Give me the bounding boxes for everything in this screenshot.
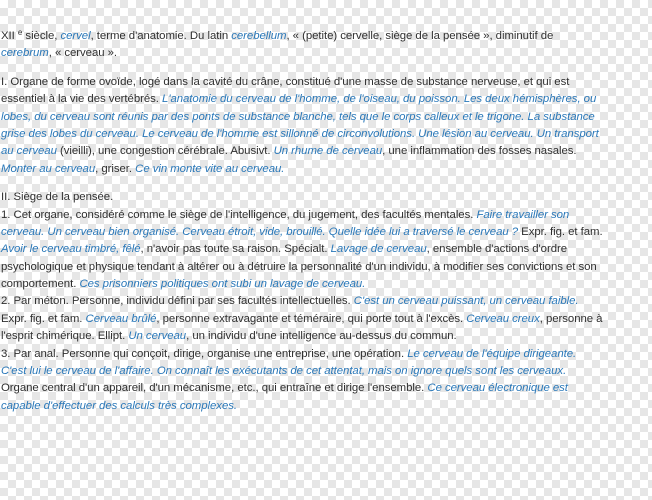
text-line xyxy=(1,311,652,328)
example-link[interactable]: lobes, du cerveau sont réunis par des ponts de substance blanche, tels que le corps calleux et le trigone. La substance xyxy=(1,110,595,123)
example-link[interactable]: cervel xyxy=(60,30,91,42)
text-line xyxy=(1,74,652,91)
definition-text: 2. Par méton. Personne, individu défini par ses facultés intellectuelles. xyxy=(1,295,354,308)
example-link[interactable]: grise des lobes du cerveau. Le cerveau de l'homme est sillonné de circonvolutions. Une lésion au cerveau. Un transport xyxy=(1,127,599,140)
text-line xyxy=(1,126,652,143)
text-line xyxy=(1,328,652,345)
example-link[interactable]: au cerveau xyxy=(1,145,57,158)
definition-text: 3. Par anal. Personne qui conçoit, dirige, organise une entreprise, une opération. xyxy=(1,347,408,360)
example-link[interactable]: capable d'effectuer des calculs très complexes. xyxy=(1,399,237,412)
example-link[interactable]: Cerveau brûlé xyxy=(85,312,157,325)
definition-text: , griser. xyxy=(95,162,136,175)
example-link[interactable]: cerebrum xyxy=(1,47,49,60)
paragraph-gap xyxy=(1,63,652,74)
definition-text: (vieilli), une congestion cérébrale. Abusivt. xyxy=(56,145,274,158)
text-line xyxy=(1,189,652,206)
definition-text: , personne à xyxy=(539,312,603,325)
text-line xyxy=(1,143,652,160)
text-line xyxy=(1,346,652,363)
dictionary-entry-cerveau xyxy=(1,28,652,415)
example-link[interactable]: Monter au cerveau xyxy=(1,162,96,175)
definition-text: psychologique et physique tendant à altérer ou à détruire la personnalité d'un individu, à modifier ses convictions et son xyxy=(1,260,597,273)
text-line xyxy=(1,380,652,397)
example-link[interactable]: Lavage de cerveau xyxy=(330,243,427,256)
definition-text: , terme d'anatomie. Du latin xyxy=(90,30,232,42)
definition-text: II. Siège de la pensée. xyxy=(1,191,114,204)
definition-text: I. Organe de forme ovoïde, logé dans la cavité du crâne, constitué d'une masse de substance nerveuse, et qui est xyxy=(1,75,570,88)
example-link[interactable]: C'est lui le cerveau de l'affaire. On connaît les exécutants de cet attentat, mais on ignore quels sont les cerveaux. xyxy=(1,365,567,378)
definition-text: , un individu d'une intelligence au-dessus du commun. xyxy=(186,330,457,343)
definition-text: Expr. fig. et fam. xyxy=(1,312,86,325)
text-line xyxy=(1,293,652,310)
text-line xyxy=(1,363,652,380)
definition-text: Expr. fig. et fam. xyxy=(518,225,603,238)
text-line xyxy=(1,28,652,45)
example-link[interactable]: Cerveau creux xyxy=(466,312,540,325)
definition-text: , « cerveau ». xyxy=(48,47,118,60)
definition-text: essentiel à la vie des vertébrés. xyxy=(1,93,163,106)
text-line xyxy=(1,241,652,258)
example-link[interactable]: cerebellum xyxy=(231,30,287,42)
text-line xyxy=(1,398,652,415)
definition-text: siècle, xyxy=(22,30,61,42)
definition-text: , « (petite) cervelle, siège de la pensée », diminutif de xyxy=(286,30,554,42)
example-link[interactable]: L'anatomie du cerveau de l'homme, de l'oiseau, du poisson. Les deux hémisphères, ou xyxy=(162,93,597,106)
example-link[interactable]: Avoir le cerveau timbré, fêlé xyxy=(1,243,141,256)
text-line xyxy=(1,161,652,178)
text-line xyxy=(1,207,652,224)
example-link[interactable]: Ces prisonniers politiques ont subi un lavage de cerveau. xyxy=(79,278,366,291)
example-link[interactable]: Un rhume de cerveau xyxy=(273,145,383,158)
definition-text: l'esprit chimérique. Ellipt. xyxy=(1,330,129,343)
definition-text: Organe central d'un appareil, d'un mécanisme, etc., qui entraîne et dirige l'ensemble. xyxy=(1,382,428,395)
definition-text: 1. Cet organe, considéré comme le siège de l'intelligence, du jugement, des facultés mentales. xyxy=(1,208,477,221)
example-link[interactable]: Un cerveau xyxy=(128,330,187,343)
text-line xyxy=(1,45,652,62)
definition-text: , ensemble d'actions d'ordre xyxy=(426,243,568,256)
definition-text: , une inflammation des fosses nasales. xyxy=(382,145,577,158)
definition-text: , n'avoir pas toute sa raison. Spécialt. xyxy=(140,243,331,256)
definition-text: XII xyxy=(1,30,18,42)
paragraph-gap xyxy=(1,178,652,189)
example-link[interactable]: cerveau. Un cerveau bien organisé. Cerveau étroit, vide, brouillé. Quelle idée lui a traversé le cerveau ? xyxy=(1,225,519,238)
example-link[interactable]: Ce vin monte vite au cerveau. xyxy=(135,162,285,175)
example-link[interactable]: C'est un cerveau puissant, un cerveau faible. xyxy=(353,295,579,308)
superscript: e xyxy=(17,28,23,37)
text-line xyxy=(1,91,652,108)
example-link[interactable]: Le cerveau de l'équipe dirigeante. xyxy=(407,347,577,360)
text-line xyxy=(1,259,652,276)
example-link[interactable]: Ce cerveau électronique est xyxy=(427,382,568,395)
text-line xyxy=(1,224,652,241)
definition-text: comportement. xyxy=(1,278,80,291)
text-line xyxy=(1,109,652,126)
text-line xyxy=(1,276,652,293)
example-link[interactable]: Faire travailler son xyxy=(476,208,570,221)
definition-text: , personne extravagante et téméraire, qui porte tout à l'excès. xyxy=(156,312,467,325)
